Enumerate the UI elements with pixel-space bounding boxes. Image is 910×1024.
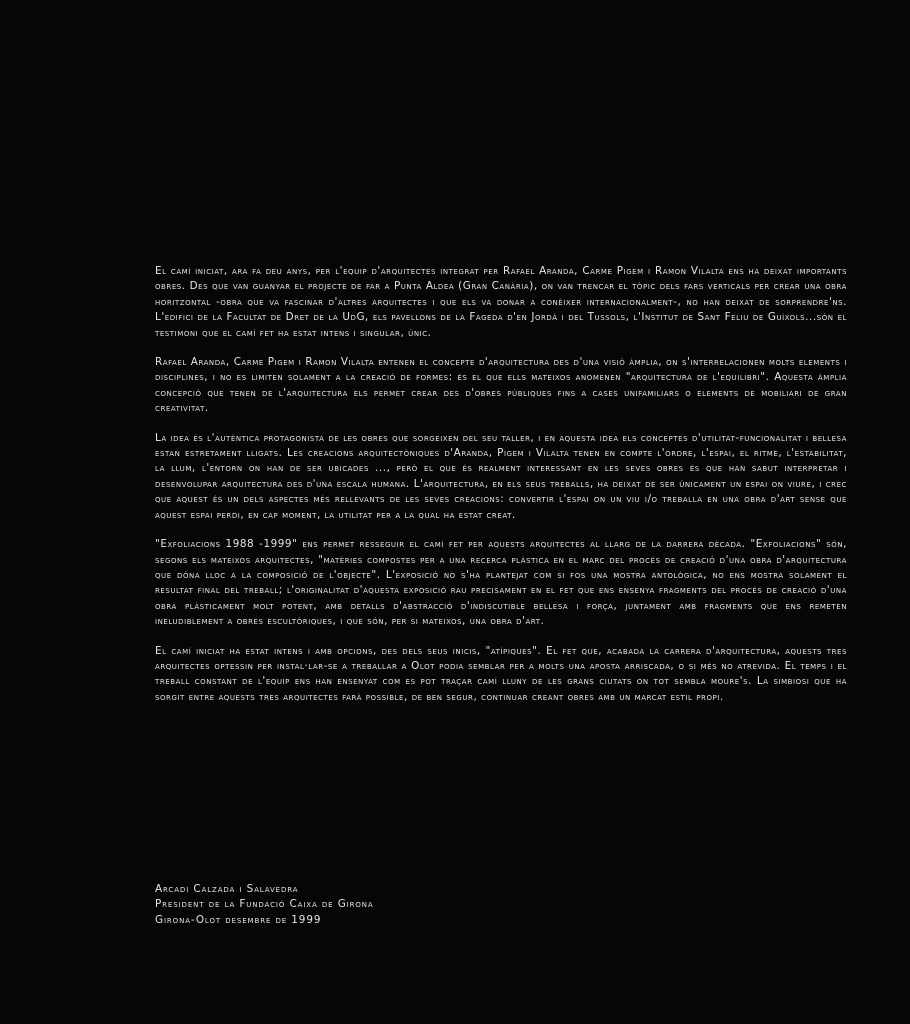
paragraph-3: La idea és l'autèntica protagonista de les obres que sorgeixen del seu taller, i en aquesta idea els conceptes d'utilitat-funcionalitat i bellesa estan estretament lligats. Les creacions arquitectòniques d'Aranda, Pigem i Vilalta tenen en compte l'ordre, l'espai, el ritme, l'estabilitat, la llum, l'entorn on han de ser ubicades ..., però el que és realment interessant en les seves obres és que han sabut interpretar i desenvolupar arquitectura des d'una escala humana. L'arquitectura, en els seus treballs, ha deixat de ser únicament un espai on viure, i crec que aquest és un dels aspectes més rellevants de les seves creacions: convertir l'espai on un viu i/o treballa en una obra d'art sense que aquest espai perdi, en cap moment, la utilitat per a la qual ha estat creat.: [155, 431, 847, 521]
paragraph-1: El camí iniciat, ara fa deu anys, per l'equip d'arquitectes integrat per Rafael Aranda, Carme Pigem i Ramon Vilalta ens ha deixat importants obres. Des que van guanyar el projecte de far a Punta Aldea (Gran Canària), on van trencar el tòpic dels fars verticals per crear una obra horitzontal -obra que va fascinar d'altres arquitectes i que els va donar a conèixer internacionalment-, no han deixat de sorprendre'ns. L'edifici de la Facultat de Dret de la UdG, els pavellons de la Fageda d'en Jordà i del Tussols, l'Institut de Sant Feliu de Guíxols...són el testimoni que el camí fet ha estat intens i singular, únic.: [155, 265, 847, 339]
body-text: [155, 264, 847, 719]
signature-name: Arcadi Calzada i Salavedra: [155, 883, 299, 895]
signature-place-date: Girona-Olot desembre de 1999: [155, 913, 322, 926]
paragraph-5: El camí iniciat ha estat intens i amb opcions, des dels seus inicis, "atípiques". El fet que, acabada la carrera d'arquitectura, aquests tres arquitectes optessin per instal·lar-se a treballar a Olot podia semblar per a molts una aposta arriscada, o si més no atrevida. El temps i el treball constant de l'equip ens han ensenyat com es pot traçar camí lluny de les grans ciutats on tot sembla moure's. La simbiosi que ha sorgit entre aquests tres arquitectes farà possible, de ben segur, continuar creant obres amb un marcat estil propi.: [155, 644, 847, 703]
paragraph-4: "Exfoliacions 1988 -1999" ens permet resseguir el camí fet per aquests arquitectes al llarg de la darrera dècada. "Exfoliacions" són, segons els mateixos arquitectes, "matèries compostes per a una recerca plàstica en el marc del procés de creació d'una obra d'arquitectura que dóna lloc a la composició de l'objecte". L'exposició no s'ha plantejat com si fos una mostra antològica, no ens mostra solament el resultat final del treball; l'originalitat d'aquesta exposició rau precisament en el fet que ens ensenya fragments del procés de creació d'una obra plàsticament molt potent, amb detalls d'abstracció d'indiscutible bellesa i força, juntament amb fragments que ens remeten ineludiblement a obres escultòriques, i que són, per si mateixos, una obra d'art.: [155, 538, 847, 628]
paragraph-2: Rafael Aranda, Carme Pigem i Ramon Vilalta entenen el concepte d'arquitectura des d'una visió àmplia, on s'interrelacionen molts elements i disciplines, i no es limiten solament a la creació de formes: és el que ells mateixos anomenen "arquitectura de l'equilibri". Aquesta àmplia concepció que tenen de l'arquitectura els permet crear des d'obres públiques fins a cases unifamiliars o elements de mobiliari de gran creativitat.: [155, 356, 847, 415]
signature-title: President de la Fundació Caixa de Girona: [155, 898, 374, 911]
signature-block: [155, 882, 655, 928]
